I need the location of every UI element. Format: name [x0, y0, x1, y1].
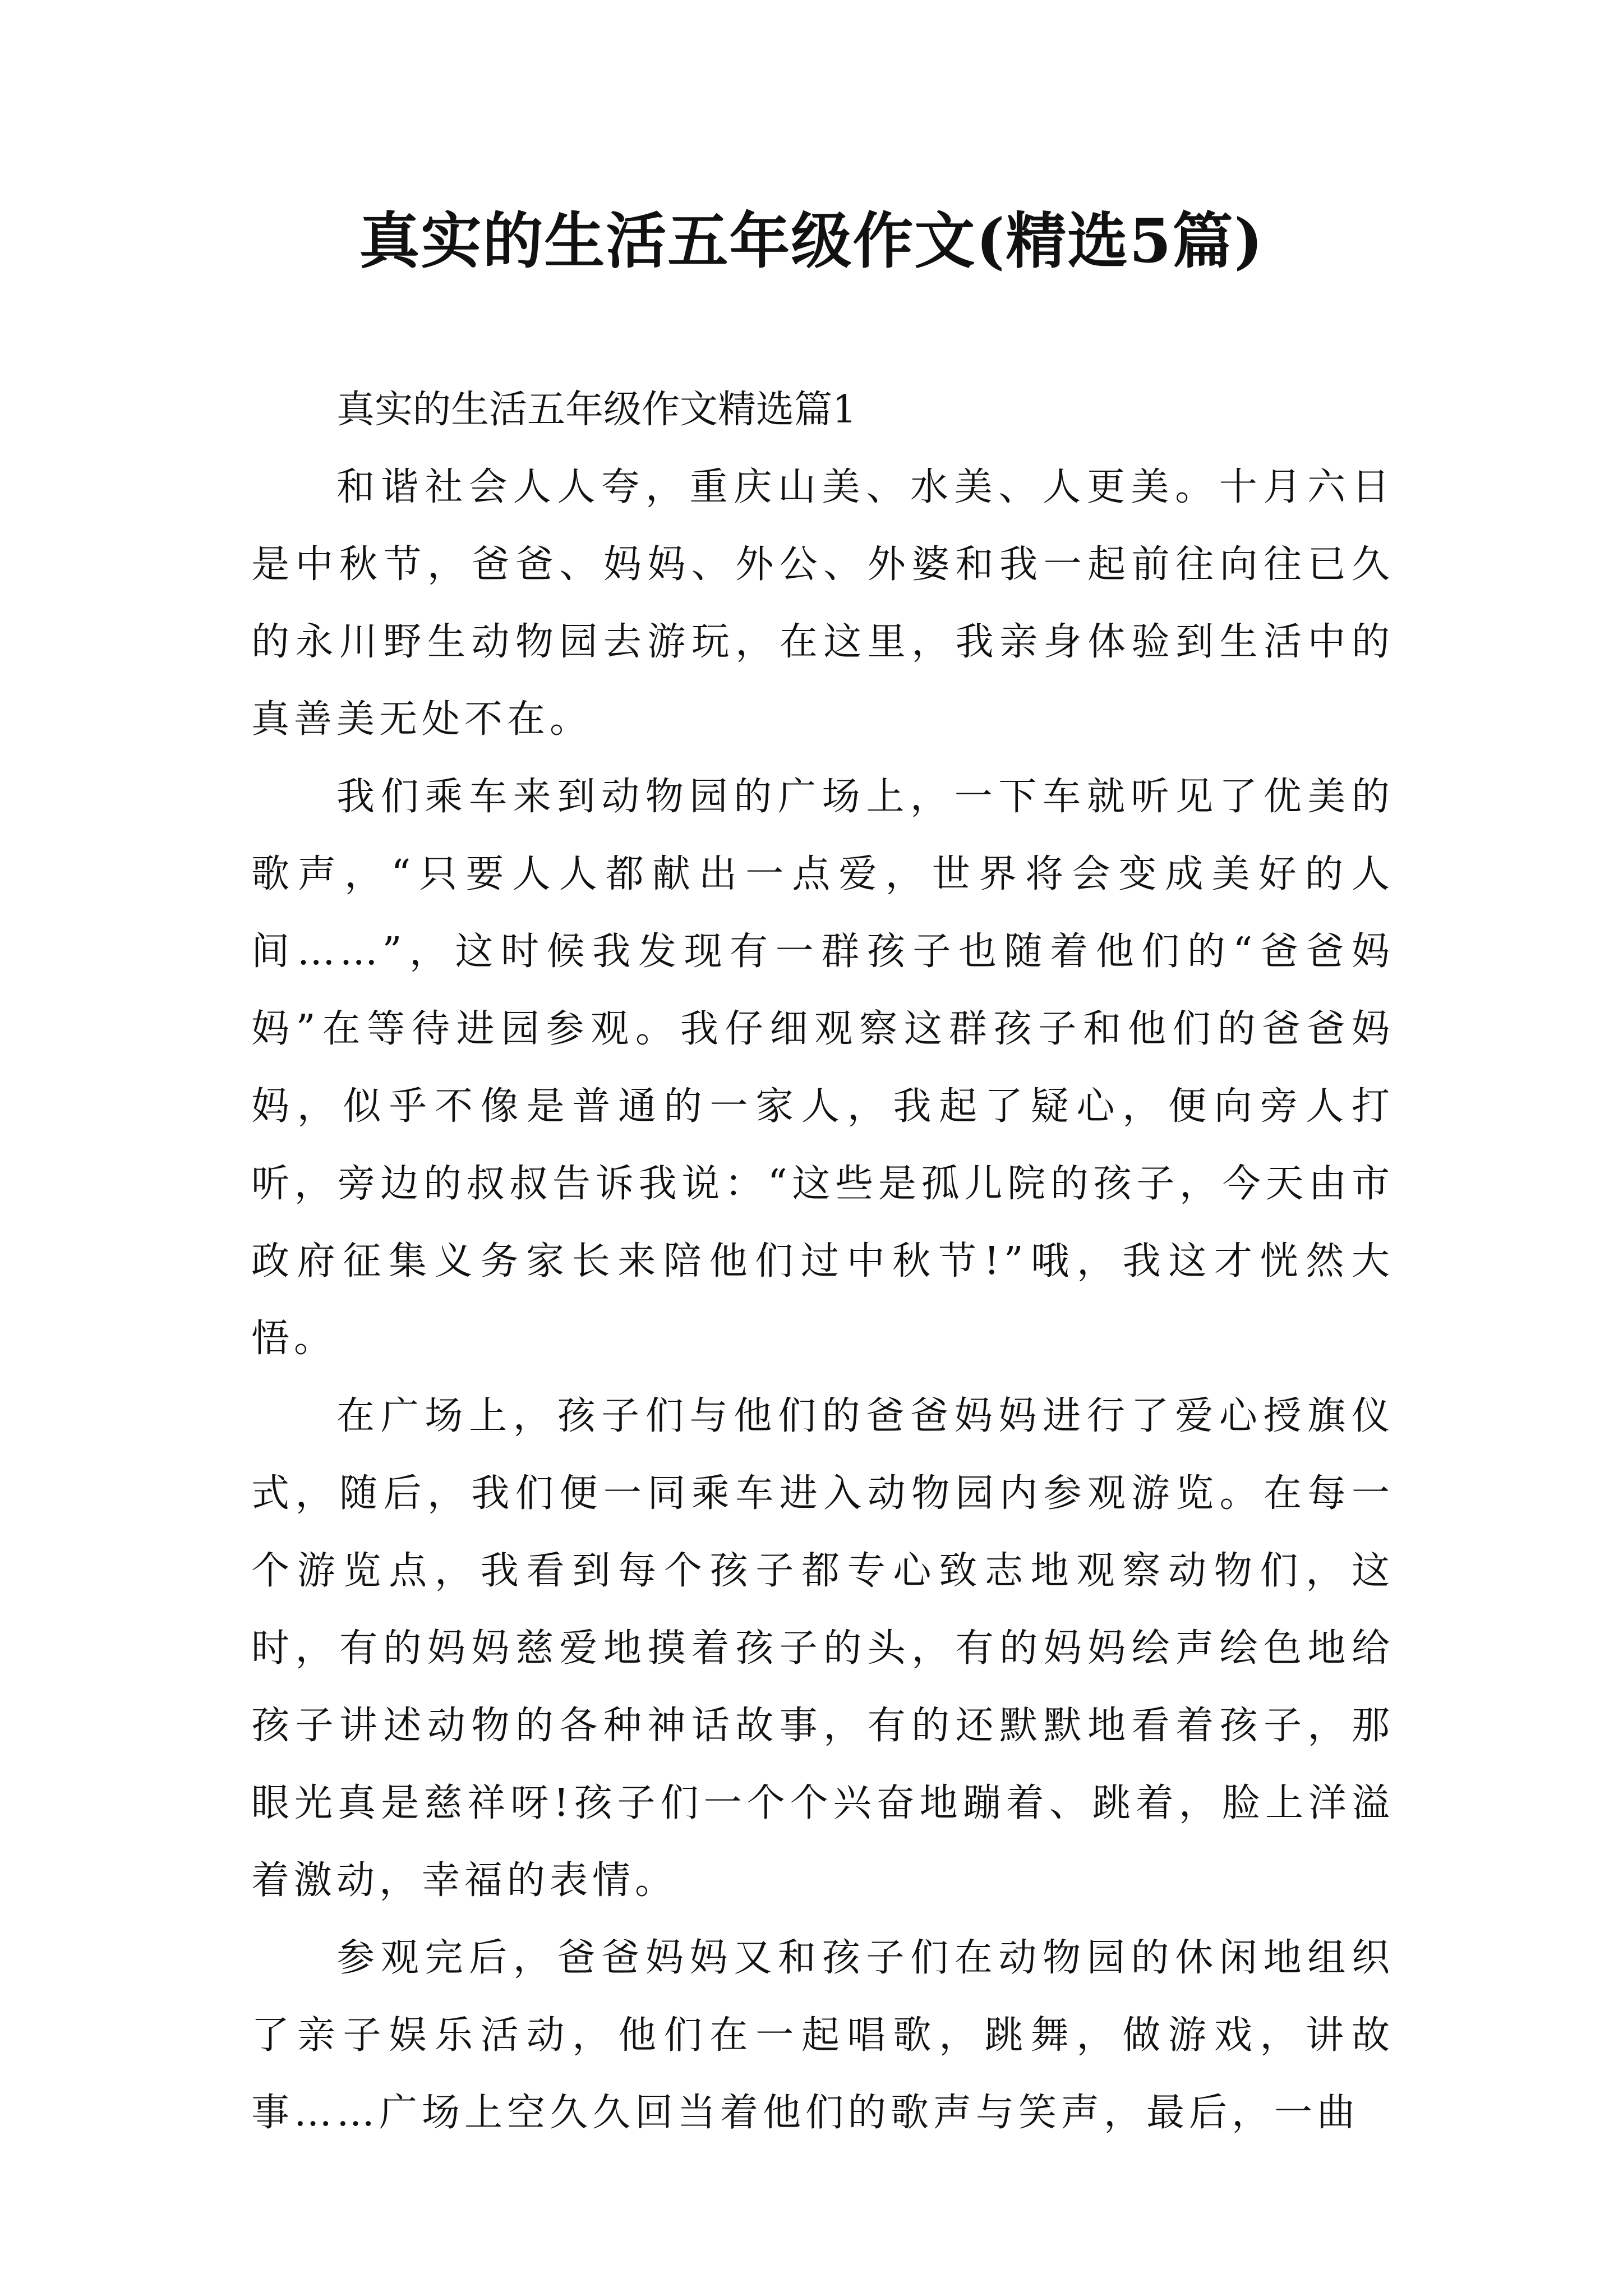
paragraph-4: 参观完后，爸爸妈妈又和孩子们在动物园的休闲地组织了亲子娱乐活动，他们在一起唱歌，跳舞，做游戏，讲故事……广场上空久久回当着他们的歌声与笑声，最后，一曲 — [251, 1936, 1394, 2135]
section-heading: 真实的生活五年级作文精选篇1 — [336, 388, 857, 432]
paragraph-2: 我们乘车来到动物园的广场上，一下车就听见了优美的歌声，“只要人人都献出一点爱，世界将会变成美好的人间……”，这时候我发现有一群孩子也随着他们的“爸爸妈妈”在等待进园参观。我仔细观察这群孩子和他们的爸爸妈妈，似乎不像是普通的一家人，我起了疑心，便向旁人打听，旁边的叔叔告诉我说：“这些是孤儿院的孩子，今天由市政府征集义务家长来陪他们过中秋节!”哦，我这才恍然大悟。 — [251, 775, 1394, 1361]
paragraph-1: 和谐社会人人夸，重庆山美、水美、人更美。十月六日是中秋节，爸爸、妈妈、外公、外婆和我一起前往向往已久的永川野生动物园去游玩，在这里，我亲身体验到生活中的真善美无处不在。 — [251, 465, 1394, 742]
document-body — [251, 371, 1394, 2152]
document-title: 真实的生活五年级作文(精选5篇) — [359, 206, 1264, 277]
paragraph-3: 在广场上，孩子们与他们的爸爸妈妈进行了爱心授旗仪式，随后，我们便一同乘车进入动物园内参观游览。在每一个游览点，我看到每个孩子都专心致志地观察动物们，这时，有的妈妈慈爱地摸着孩子的头，有的妈妈绘声绘色地给孩子讲述动物的各种神话故事，有的还默默地看着孩子，那眼光真是慈祥呀!孩子们一个个兴奋地蹦着、跳着，脸上洋溢着激动，幸福的表情。 — [251, 1394, 1394, 1903]
